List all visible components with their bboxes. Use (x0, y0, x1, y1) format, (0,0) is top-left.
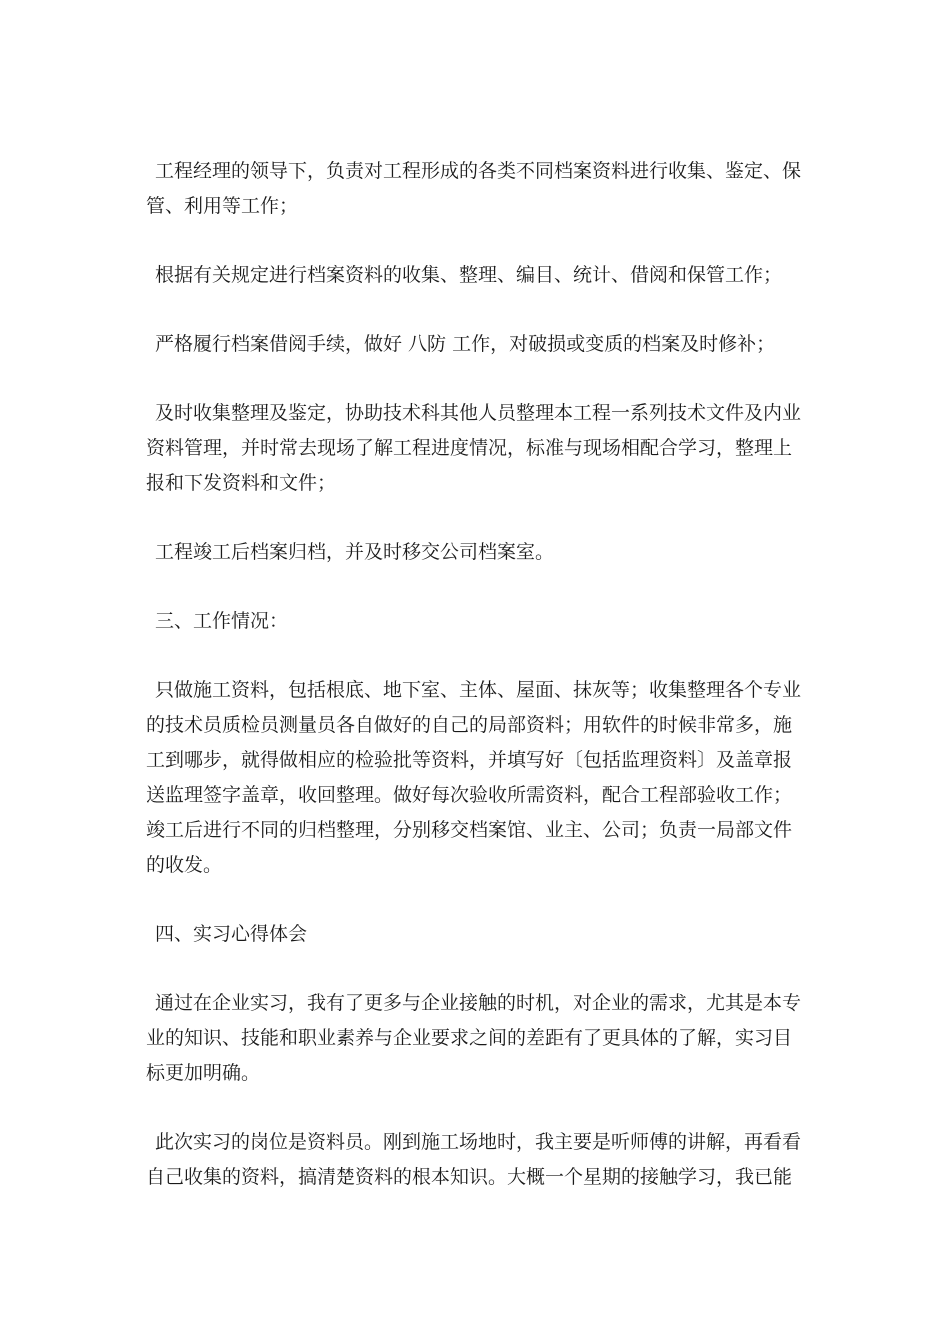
paragraph-technical-files: 及时收集整理及鉴定，协助技术科其他人员整理本工程一系列技术文件及内业资料管理，并时常去现场了解工程进度情况，标准与现场相配合学习，整理上报和下发资料和文件； (146, 402, 802, 494)
paragraph-duties-intro: 工程经理的领导下，负责对工程形成的各类不同档案资料进行收集、鉴定、保管、利用等工作； (146, 160, 802, 217)
paragraph-archiving: 工程竣工后档案归档，并及时移交公司档案室。 (155, 541, 555, 563)
paragraph-reflection-1: 通过在企业实习，我有了更多与企业接触的时机，对企业的需求，尤其是本专业的知识、技能和职业素养与企业要求之间的差距有了更具体的了解，实习目标更加明确。 (146, 992, 802, 1084)
paragraph-work-status: 只做施工资料，包括根底、地下室、主体、屋面、抹灰等；收集整理各个专业的技术员质检员测量员各自做好的自己的局部资料；用软件的时候非常多，施工到哪步，就得做相应的检验批等资料，并填写好〔包括监理资料〕及盖章报送监理签字盖章，收回整理。做好每次验收所需资料，配合工程部验收工作；竣工后进行不同的归档整理，分别移交档案馆、业主、公司；负责一局部文件的收发。 (146, 679, 802, 876)
section-heading-reflections: 四、实习心得体会 (155, 923, 308, 945)
section-heading-work-status: 三、工作情况： (155, 610, 289, 632)
paragraph-archive-collection: 根据有关规定进行档案资料的收集、整理、编目、统计、借阅和保管工作； (155, 264, 783, 286)
document-body (146, 154, 808, 1229)
paragraph-borrowing-procedure: 严格履行档案借阅手续，做好 八防 工作，对破损或变质的档案及时修补； (155, 333, 776, 355)
paragraph-reflection-2: 此次实习的岗位是资料员。刚到施工场地时，我主要是听师傅的讲解，再看看自己收集的资料，搞清楚资料的根本知识。大概一个星期的接触学习，我已能 (146, 1131, 802, 1188)
